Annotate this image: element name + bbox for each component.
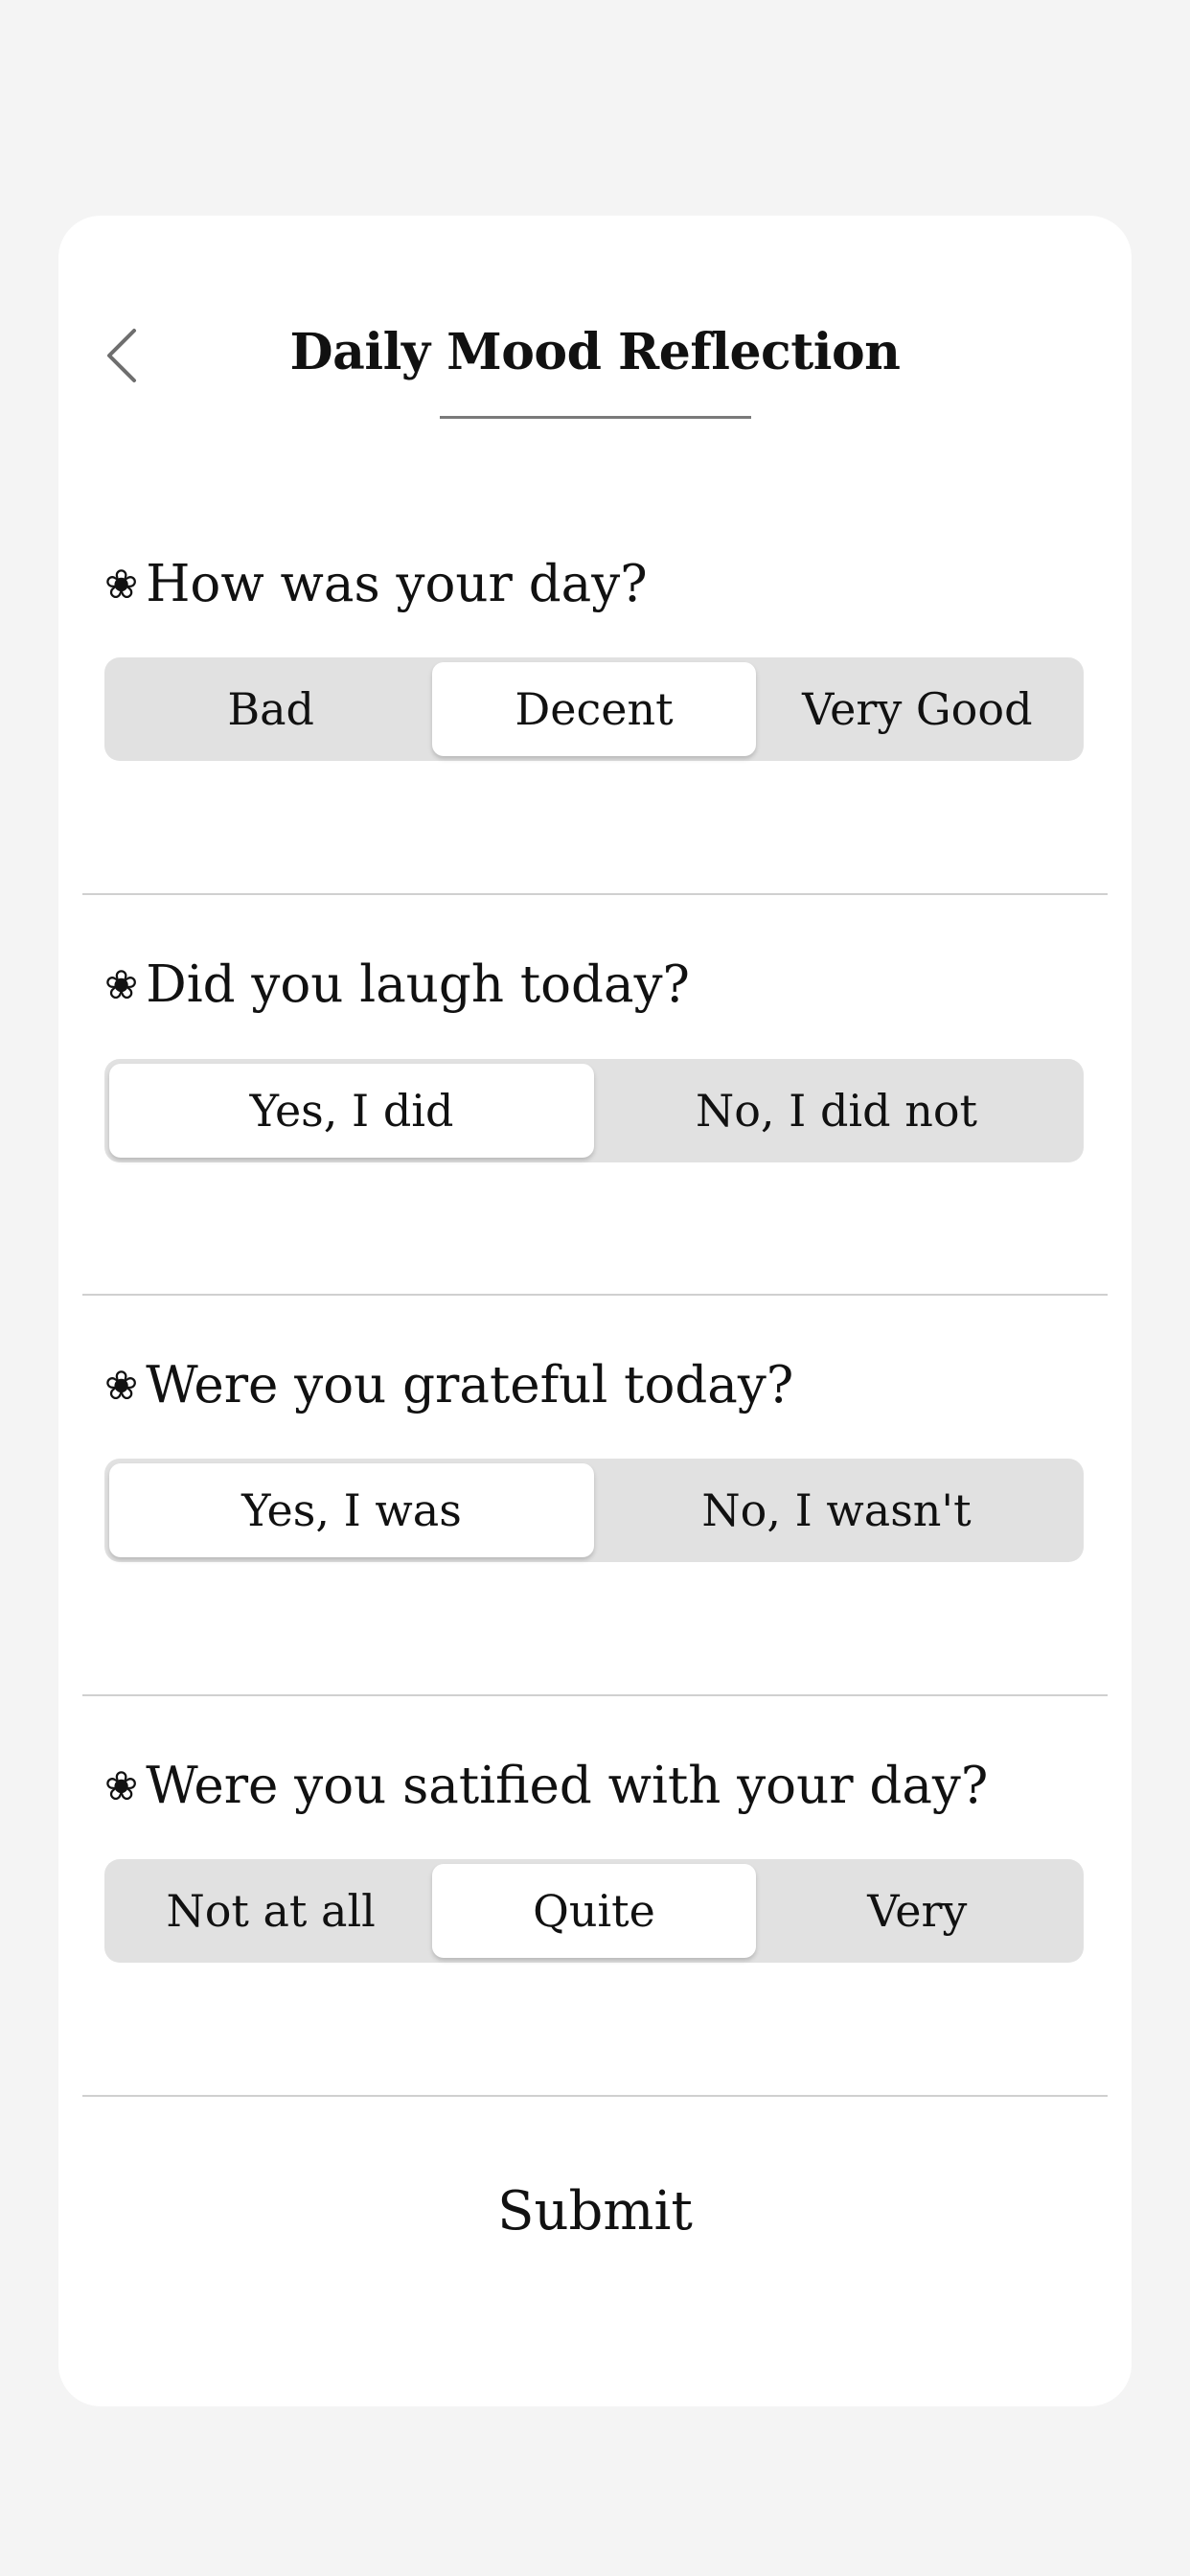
page-title: Daily Mood Reflection	[289, 323, 901, 381]
option-no-i-wasnt[interactable]: No, I wasn't	[701, 1484, 972, 1536]
divider	[82, 1294, 1108, 1296]
flower-icon: ❀	[104, 561, 139, 608]
divider	[82, 893, 1108, 895]
option-quite[interactable]: Quite	[432, 1864, 755, 1958]
option-not-at-all[interactable]: Not at all	[166, 1885, 376, 1937]
option-bad[interactable]: Bad	[227, 683, 314, 735]
divider	[82, 1694, 1108, 1696]
option-yes-i-was[interactable]: Yes, I was	[109, 1463, 594, 1557]
divider	[82, 2095, 1108, 2097]
segmented-control-satisfied	[104, 1859, 1084, 1963]
segmented-control-grateful	[104, 1459, 1084, 1562]
segmented-control-day	[104, 657, 1084, 761]
option-very-good[interactable]: Very Good	[802, 683, 1033, 735]
question-label: ❀ Did you laugh today?	[104, 955, 690, 1014]
reflection-card	[58, 216, 1132, 2406]
title-underline	[440, 416, 751, 419]
question-label: ❀ Were you grateful today?	[104, 1356, 794, 1414]
option-yes-i-did[interactable]: Yes, I did	[109, 1064, 594, 1158]
option-no-i-did-not[interactable]: No, I did not	[695, 1085, 977, 1137]
submit-button[interactable]: Submit	[403, 2168, 787, 2254]
question-label: ❀ How was your day?	[104, 555, 648, 613]
option-very[interactable]: Very	[867, 1885, 968, 1937]
question-label: ❀ Were you satified with your day?	[104, 1757, 989, 1815]
option-decent[interactable]: Decent	[432, 662, 755, 756]
flower-icon: ❀	[104, 1762, 139, 1809]
segmented-control-laugh	[104, 1059, 1084, 1162]
flower-icon: ❀	[104, 1362, 139, 1409]
flower-icon: ❀	[104, 961, 139, 1008]
